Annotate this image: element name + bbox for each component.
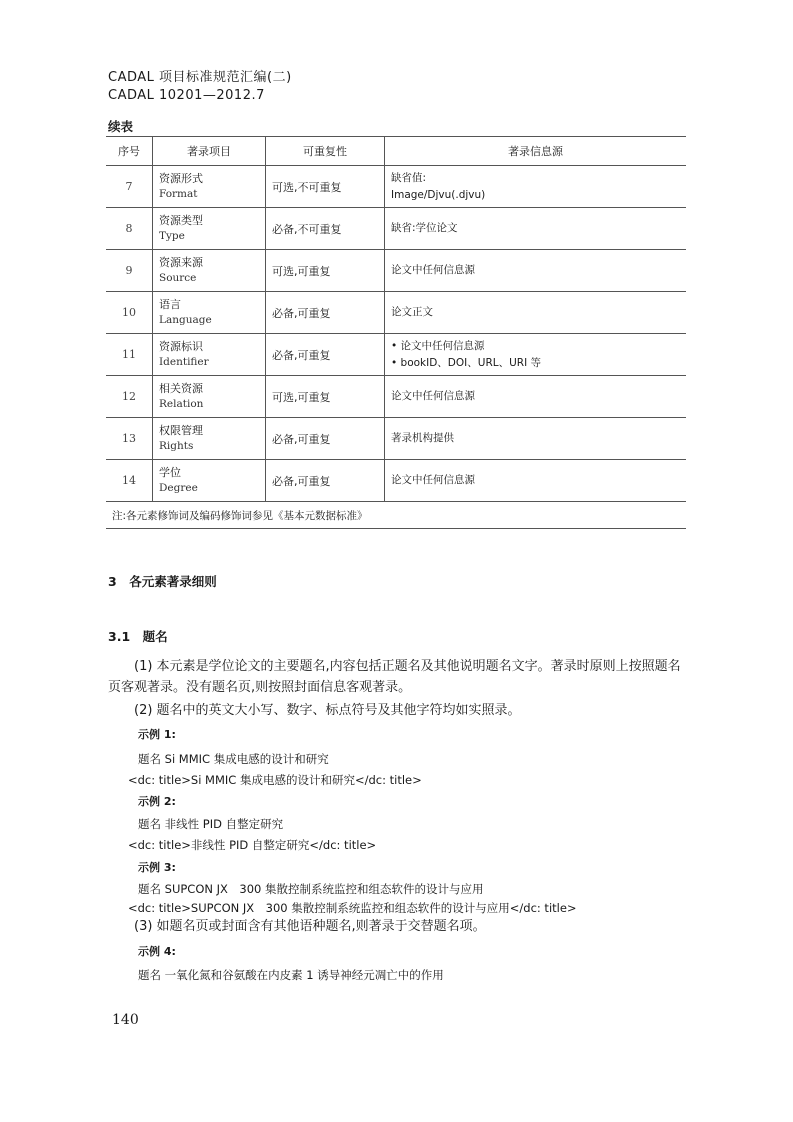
table-header-row [106,137,686,166]
cell-item [153,208,266,250]
example-3-title: 题名 SUPCON JX 300 集散控制系统监控和组态软件的设计与应用 [138,882,484,896]
cell-source [385,460,687,502]
source-line: 著录机构提供 [391,432,454,444]
table-row [106,418,686,460]
source-line: • 论文中任何信息源 [391,339,485,352]
item-name-zh: 权限管理 [159,424,203,437]
cell-item [153,292,266,334]
item-name-en: Format [159,188,198,200]
table-row [106,334,686,376]
cell-no: 8 [106,208,153,250]
col-header-repeat: 可重复性 [266,137,385,166]
cell-repeatability: 必备,可重复 [266,334,385,376]
cell-repeatability: 必备,可重复 [266,292,385,334]
cell-repeatability: 可选,可重复 [266,376,385,418]
cell-no: 10 [106,292,153,334]
example-1-title: 题名 Si MMIC 集成电感的设计和研究 [138,752,329,766]
cell-source [385,166,687,208]
example-2-title: 题名 非线性 PID 自整定研究 [138,817,284,831]
cell-item [153,166,266,208]
example-1-markup: <dc: title>Si MMIC 集成电感的设计和研究</dc: title> [128,773,422,787]
item-name-zh: 资源形式 [159,172,203,185]
cell-no: 7 [106,166,153,208]
paragraph-3: (3) 如题名页或封面含有其他语种题名,则著录于交替题名项。 [108,919,486,934]
paragraph-1: (1) 本元素是学位论文的主要题名,内容包括正题名及其他说明题名文字。著录时原则上按照题名页客观著录。没有题名页,则按照封面信息客观著录。 [108,659,681,695]
example-3-label: 示例 3: [138,861,176,874]
example-1-label: 示例 1: [138,728,176,741]
cell-repeatability: 必备,不可重复 [266,208,385,250]
page-number: 140 [112,1012,139,1028]
col-header-no: 序号 [106,137,153,166]
source-line: 缺省:学位论文 [391,222,458,234]
item-name-en: Type [159,230,185,242]
source-line: • bookID、DOI、URL、URI 等 [391,356,541,369]
item-name-zh: 资源来源 [159,256,203,269]
source-line: 论文中任何信息源 [391,390,475,402]
cell-source [385,292,687,334]
cell-source [385,250,687,292]
example-2-markup: <dc: title>非线性 PID 自整定研究</dc: title> [128,838,377,852]
example-4-label: 示例 4: [138,945,176,958]
item-name-zh: 学位 [159,466,181,479]
table-row [106,460,686,502]
cell-no: 13 [106,418,153,460]
item-name-en: Identifier [159,356,209,368]
item-name-en: Degree [159,482,198,494]
source-line: 论文中任何信息源 [391,264,475,276]
cell-no: 9 [106,250,153,292]
cell-item [153,334,266,376]
source-line: 论文正文 [391,306,433,318]
item-name-zh: 语言 [159,298,181,311]
table-row [106,250,686,292]
table-note-row [106,502,686,529]
table-row [106,166,686,208]
cell-item [153,376,266,418]
table-row [106,292,686,334]
example-2-label: 示例 2: [138,795,176,808]
cell-repeatability: 可选,不可重复 [266,166,385,208]
cell-source [385,418,687,460]
example-4-title: 题名 一氧化氮和谷氨酸在内皮素 1 诱导神经元凋亡中的作用 [138,968,444,982]
table-row [106,208,686,250]
item-name-en: Rights [159,440,194,452]
cell-repeatability: 可选,可重复 [266,250,385,292]
source-line: 论文中任何信息源 [391,474,475,486]
source-line: Image/Djvu(.djvu) [391,188,486,201]
item-name-en: Relation [159,398,204,410]
item-name-zh: 相关资源 [159,382,203,395]
running-header-title: CADAL 项目标准规范汇编(二) [108,70,292,85]
cell-source [385,334,687,376]
cell-no: 11 [106,334,153,376]
cell-item [153,250,266,292]
cell-no: 12 [106,376,153,418]
running-header-code: CADAL 10201—2012.7 [108,88,265,103]
paragraph-2: (2) 题名中的英文大小写、数字、标点符号及其他字符均如实照录。 [108,703,521,718]
cell-repeatability: 必备,可重复 [266,418,385,460]
item-name-en: Language [159,314,212,326]
section-heading-3-1: 3.1 题名 [108,629,168,644]
item-name-zh: 资源标识 [159,340,203,353]
cell-no: 14 [106,460,153,502]
section-heading-3: 3 各元素著录细则 [108,574,217,589]
col-header-source: 著录信息源 [385,137,687,166]
table-row [106,376,686,418]
cell-source [385,376,687,418]
cell-item [153,418,266,460]
table-note: 注:各元素修饰词及编码修饰词参见《基本元数据标准》 [106,502,686,529]
item-name-zh: 资源类型 [159,214,203,227]
example-3-markup: <dc: title>SUPCON JX 300 集散控制系统监控和组态软件的设计与应用</dc: title> [128,901,577,915]
metadata-table [106,136,686,529]
table-continued-label: 续表 [108,119,134,134]
cell-item [153,460,266,502]
col-header-item: 著录项目 [153,137,266,166]
item-name-en: Source [159,272,197,284]
source-line: 缺省值: [391,171,427,184]
cell-source [385,208,687,250]
cell-repeatability: 必备,可重复 [266,460,385,502]
